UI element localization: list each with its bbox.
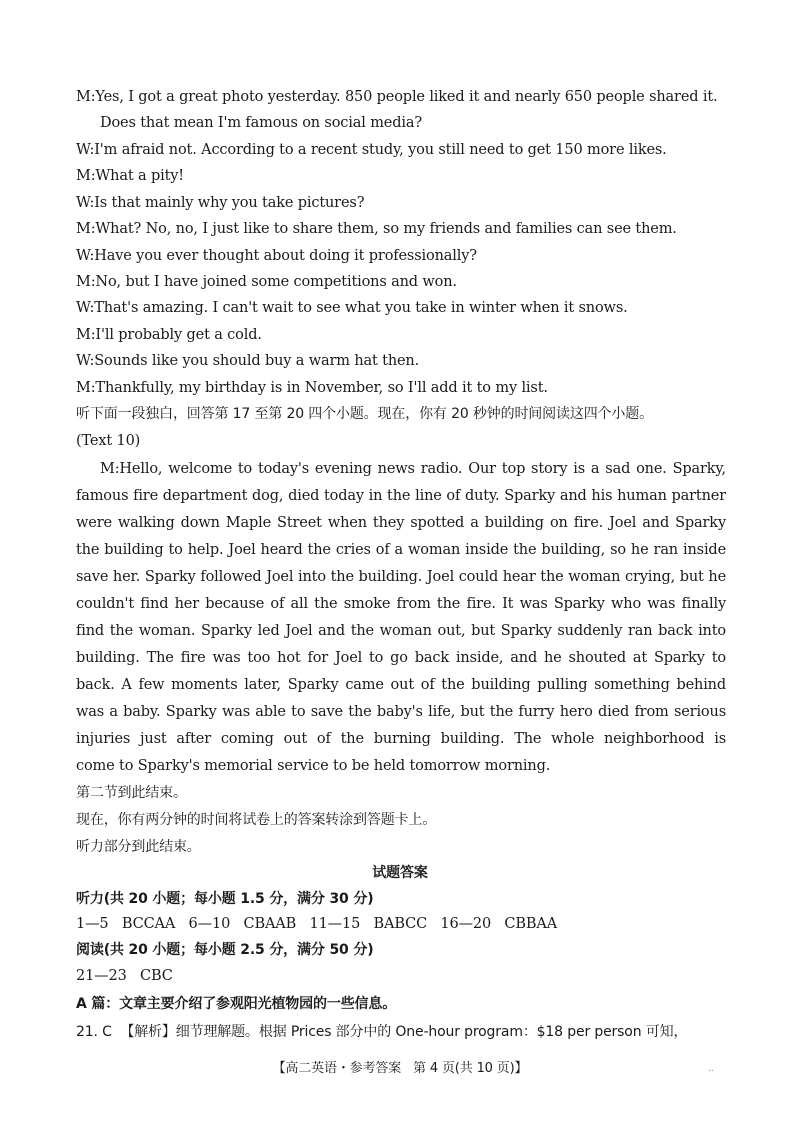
page-footer: 【高二英语・参考答案 第 4 页(共 10 页)】 (272, 1061, 528, 1076)
monologue-line: the building to help. Joel heard the cries of a woman inside the building, so he ran inside (76, 542, 726, 558)
monologue-line: couldn't find her because of all the smoke from the fire. It was Sparky who was finally (76, 596, 726, 612)
monologue-line: come to Sparky's memorial service to be held tomorrow morning. (76, 758, 551, 774)
dialogue-line: W:That's amazing. I can't wait to see what you take in winter when it snows. (76, 300, 628, 316)
monologue-line: find the woman. Sparky led Joel and the woman out, but Sparky suddenly ran back into (76, 623, 726, 639)
listening-header: 听力(共 20 小题；每小题 1.5 分，满分 30 分) (76, 891, 374, 907)
dialogue-line: M:I'll probably get a cold. (76, 327, 262, 343)
dialogue-line: W:I'm afraid not. According to a recent study, you still need to get 150 more likes. (76, 142, 667, 158)
dialogue-line: M:No, but I have joined some competitions and won. (76, 274, 457, 290)
monologue-line: save her. Sparky followed Joel into the building. Joel could hear the woman crying, but he (76, 569, 726, 585)
monologue-line: building. The fire was too hot for Joel to go back inside, and he shouted at Sparky to (76, 650, 726, 666)
closing-line: 现在，你有两分钟的时间将试卷上的答案转涂到答题卡上。 (76, 812, 437, 828)
question-21-explanation: 21. C 【解析】细节理解题。根据 Prices 部分中的 One-hour program：$18 per person 可知， (76, 1024, 688, 1040)
passage-a-summary: A 篇：文章主要介绍了参观阳光植物园的一些信息。 (76, 996, 397, 1012)
dialogue-line: M:What a pity! (76, 168, 184, 184)
answers-title: 试题答案 (372, 865, 428, 881)
reading-answers: 21—23 CBC (76, 968, 173, 984)
closing-line: 第二节到此结束。 (76, 785, 187, 801)
dialogue-line: W:Have you ever thought about doing it professionally? (76, 248, 477, 264)
monologue-line: M:Hello, welcome to today's evening news radio. Our top story is a sad one. Sparky, (100, 461, 726, 477)
section-instruction: 听下面一段独白，回答第 17 至第 20 四个小题。现在，你有 20 秒钟的时间阅读这四个小题。 (76, 406, 653, 422)
monologue-line: injuries just after coming out of the burning building. The whole neighborhood is (76, 731, 726, 747)
monologue-line: famous fire department dog, died today in the line of duty. Sparky and his human partner (76, 488, 726, 504)
dialogue-line: W:Is that mainly why you take pictures? (76, 195, 365, 211)
monologue-line: was a baby. Sparky was able to save the baby's life, but the furry hero died from serious (76, 704, 726, 720)
text-label: (Text 10) (76, 433, 141, 449)
reading-header: 阅读(共 20 小题；每小题 2.5 分，满分 50 分) (76, 942, 374, 958)
monologue-line: back. A few moments later, Sparky came out of the building pulling something behind (76, 677, 726, 693)
dialogue-line: M:Thankfully, my birthday is in November, so I'll add it to my list. (76, 380, 548, 396)
listening-answers: 1—5 BCCAA 6—10 CBAAB 11—15 BABCC 16—20 CBBAA (76, 916, 558, 932)
corner-mark: .. (708, 1064, 714, 1074)
dialogue-line: M:Yes, I got a great photo yesterday. 850 people liked it and nearly 650 people shared it. (76, 89, 718, 105)
dialogue-line: W:Sounds like you should buy a warm hat then. (76, 353, 420, 369)
dialogue-line: M:What? No, no, I just like to share them, so my friends and families can see them. (76, 221, 677, 237)
monologue-line: were walking down Maple Street when they spotted a building on fire. Joel and Sparky (76, 515, 726, 531)
dialogue-line: Does that mean I'm famous on social media? (100, 115, 422, 131)
closing-line: 听力部分到此结束。 (76, 839, 201, 855)
